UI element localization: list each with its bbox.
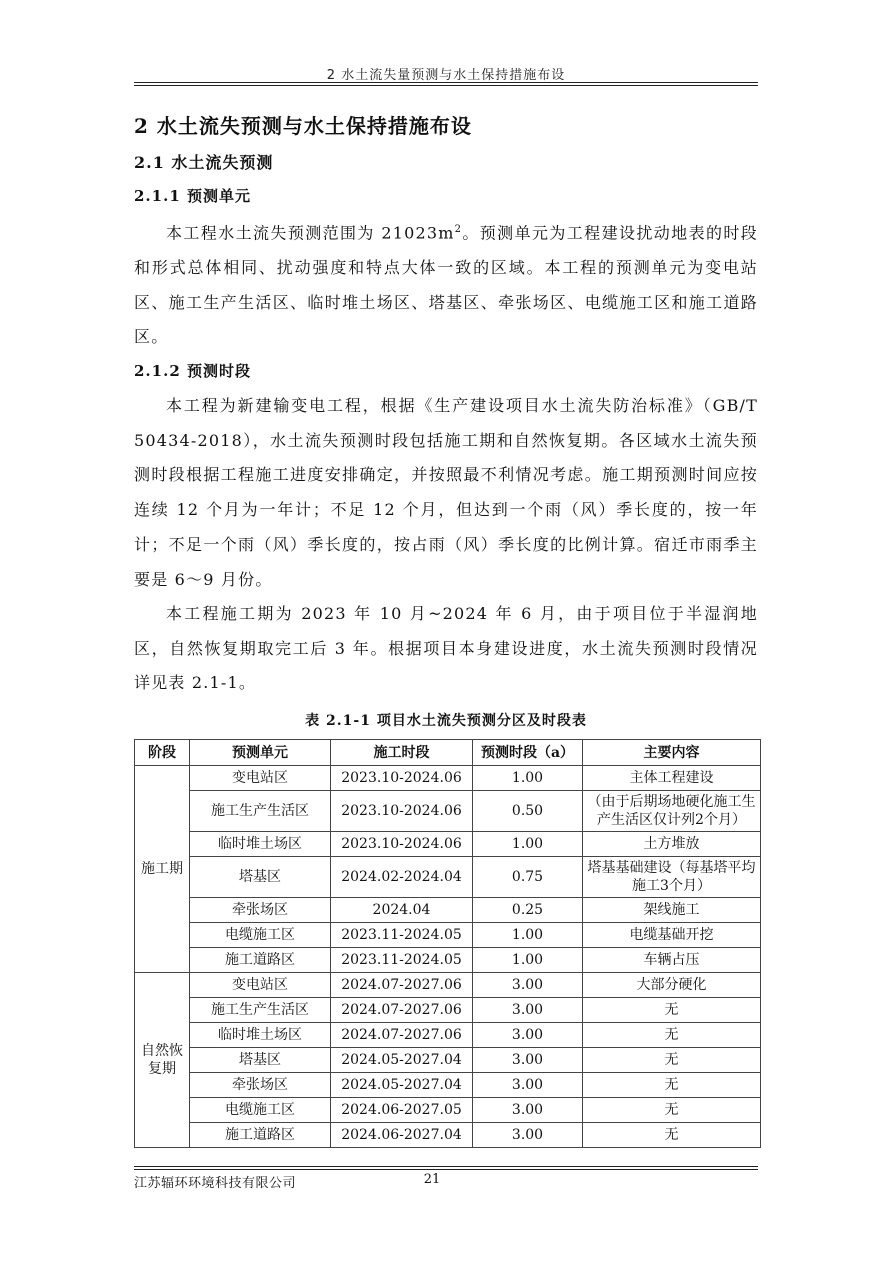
table-cell: 2023.10-2024.06 <box>331 791 473 832</box>
table-cell: 牵张场区 <box>190 1073 331 1098</box>
header-rule-thin <box>134 85 758 86</box>
stage-cell-recovery: 自然恢复期 <box>135 973 190 1148</box>
table-cell: 施工道路区 <box>190 1123 331 1148</box>
stage-cell-construction: 施工期 <box>135 766 190 973</box>
table-cell: 变电站区 <box>190 973 331 998</box>
subsection-heading-units: 2.1.1 预测单元 <box>134 187 251 205</box>
table-cell: （由于后期场地硬化施工生产生活区仅计列2个月） <box>583 791 761 832</box>
table-row <box>135 832 761 857</box>
table-cell: 2024.06-2027.05 <box>331 1098 473 1123</box>
table-cell: 1.00 <box>473 948 583 973</box>
table-cell: 2024.06-2027.04 <box>331 1123 473 1148</box>
table-row <box>135 766 761 791</box>
footer-company: 江苏辐环环境科技有限公司 <box>134 1176 297 1191</box>
table-cell: 无 <box>583 1048 761 1073</box>
table-cell: 3.00 <box>473 1098 583 1123</box>
table-cell: 0.50 <box>473 791 583 832</box>
table-cell: 3.00 <box>473 1023 583 1048</box>
table-cell: 塔基基础建设（每基塔平均施工3个月） <box>583 857 761 898</box>
table-row <box>135 998 761 1023</box>
table-row <box>135 1123 761 1148</box>
table-cell: 电缆基础开挖 <box>583 923 761 948</box>
table-cell: 施工生产生活区 <box>190 998 331 1023</box>
table-cell: 无 <box>583 1123 761 1148</box>
table-row <box>135 1073 761 1098</box>
footer-rule-thin <box>134 1166 758 1167</box>
table-cell: 临时堆土场区 <box>190 1023 331 1048</box>
table-cell: 2023.11-2024.05 <box>331 948 473 973</box>
table-cell: 3.00 <box>473 1123 583 1148</box>
paragraph-units-text-b: 。预测单元为工程建设扰动地表的时段和形式总体相同、扰动强度和特点大体一致的区域。本工程的预测单元为变电站区、施工生产生活区、临时堆土场区、塔基区、牵张场区、电缆施工区和施工道路区。 <box>134 223 758 347</box>
table-cell: 1.00 <box>473 832 583 857</box>
table-cell: 施工生产生活区 <box>190 791 331 832</box>
header-stage: 阶段 <box>135 740 190 766</box>
footer-rule <box>134 1169 758 1170</box>
header-prediction-period: 预测时段（a） <box>473 740 583 766</box>
table-cell: 车辆占压 <box>583 948 761 973</box>
table-row <box>135 1048 761 1073</box>
table-cell: 3.00 <box>473 1048 583 1073</box>
table-cell: 牵张场区 <box>190 898 331 923</box>
table-cell: 无 <box>583 998 761 1023</box>
paragraph-units <box>134 213 758 355</box>
table-cell: 2024.02-2024.04 <box>331 857 473 898</box>
table-caption: 表 2.1-1 项目水土流失预测分区及时段表 <box>305 713 587 729</box>
table-cell: 2023.10-2024.06 <box>331 766 473 791</box>
table-cell: 2024.05-2027.04 <box>331 1048 473 1073</box>
table-cell: 变电站区 <box>190 766 331 791</box>
table-cell: 电缆施工区 <box>190 923 331 948</box>
table-cell: 3.00 <box>473 998 583 1023</box>
table-cell: 2024.07-2027.06 <box>331 1023 473 1048</box>
table-cell: 无 <box>583 1023 761 1048</box>
header-main-content: 主要内容 <box>583 740 761 766</box>
table-cell: 0.25 <box>473 898 583 923</box>
table-cell: 3.00 <box>473 973 583 998</box>
header-rule <box>134 82 758 83</box>
subsection-heading-periods: 2.1.2 预测时段 <box>134 362 251 380</box>
chapter-title: 2 水土流失预测与水土保持措施布设 <box>134 114 472 138</box>
table-row <box>135 1023 761 1048</box>
running-header: 2 水土流失量预测与水土保持措施布设 <box>326 68 566 83</box>
table-cell: 无 <box>583 1098 761 1123</box>
table-cell: 大部分硬化 <box>583 973 761 998</box>
table-cell: 2023.10-2024.06 <box>331 832 473 857</box>
table-cell: 无 <box>583 1073 761 1098</box>
paragraph-schedule: 本工程施工期为 2023 年 10 月~2024 年 6 月，由于项目位于半湿润地区，自然恢复期取完工后 3 年。根据项目本身建设进度，水土流失预测时段情况详见表 2.1-1。 <box>134 604 758 693</box>
table-cell: 2023.11-2024.05 <box>331 923 473 948</box>
table-cell: 电缆施工区 <box>190 1098 331 1123</box>
table-cell: 2024.05-2027.04 <box>331 1073 473 1098</box>
table-row <box>135 973 761 998</box>
table-cell: 塔基区 <box>190 857 331 898</box>
table-cell: 0.75 <box>473 857 583 898</box>
paragraph-units-text-a: 本工程水土流失预测范围为 21023m <box>166 223 455 243</box>
section-heading: 2.1 水土流失预测 <box>134 153 274 172</box>
prediction-table <box>134 739 761 1148</box>
table-row <box>135 791 761 832</box>
table-cell: 2024.04 <box>331 898 473 923</box>
table-cell: 1.00 <box>473 923 583 948</box>
table-row <box>135 857 761 898</box>
header-unit: 预测单元 <box>190 740 331 766</box>
table-row <box>135 923 761 948</box>
table-row <box>135 948 761 973</box>
table-cell: 土方堆放 <box>583 832 761 857</box>
table-cell: 塔基区 <box>190 1048 331 1073</box>
table-cell: 2024.07-2027.06 <box>331 973 473 998</box>
header-construction-period: 施工时段 <box>331 740 473 766</box>
table-row <box>135 1098 761 1123</box>
area-unit-superscript: 2 <box>454 224 463 235</box>
paragraph-periods: 本工程为新建输变电工程，根据《生产建设项目水土流失防治标准》（GB/T 50434-2018），水土流失预测时段包括施工期和自然恢复期。各区域水土流失预测时段根据工程施工进度安排确定，并按照最不利情况考虑。施工期预测时间应按连续 12 个月为一年计；不足 12 个月，但达到一个雨（风）季长度的，按一年计；不足一个雨（风）季长度的，按占雨（风）季长度的比例计算。宿迁市雨季主要是 6～9 月份。 <box>134 396 758 589</box>
table-header-row <box>135 740 761 766</box>
page-number: 21 <box>423 1172 441 1187</box>
table-cell: 2024.07-2027.06 <box>331 998 473 1023</box>
table-cell: 施工道路区 <box>190 948 331 973</box>
table-row <box>135 898 761 923</box>
table-cell: 主体工程建设 <box>583 766 761 791</box>
table-cell: 3.00 <box>473 1073 583 1098</box>
table-cell: 1.00 <box>473 766 583 791</box>
table-cell: 临时堆土场区 <box>190 832 331 857</box>
table-cell: 架线施工 <box>583 898 761 923</box>
